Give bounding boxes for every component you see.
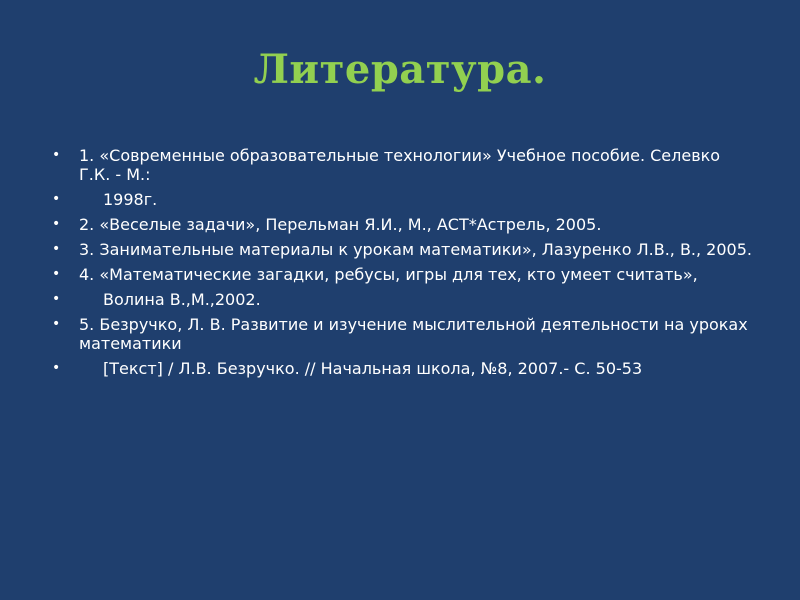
slide-title: Литература. <box>253 46 547 93</box>
bullet-icon: • <box>52 216 61 232</box>
list-item-text: 1. «Современные образовательные технологии» Учебное пособие. Селевко Г.К. - М.: <box>79 146 721 184</box>
bullet-icon: • <box>52 360 61 376</box>
list-item-text: [Текст] / Л.В. Безручко. // Начальная школа, №8, 2007.- С. 50-53 <box>103 359 643 378</box>
bullet-icon: • <box>52 147 61 163</box>
bullet-icon: • <box>52 241 61 257</box>
list-item-text: 3. Занимательные материалы к урокам математики», Лазуренко Л.В., В., 2005. <box>79 240 752 259</box>
list-item <box>52 240 752 259</box>
list-item <box>52 265 752 284</box>
list-item <box>52 146 752 184</box>
list-item <box>52 290 752 309</box>
bullet-icon: • <box>52 291 61 307</box>
list-item-text: Волина В.,М.,2002. <box>103 290 261 309</box>
list-item-text: 2. «Веселые задачи», Перельман Я.И., М., АСТ*Астрель, 2005. <box>79 215 602 234</box>
bullet-icon: • <box>52 191 61 207</box>
list-item-text: 1998г. <box>103 190 158 209</box>
list-item <box>52 190 752 209</box>
bullet-icon: • <box>52 316 61 332</box>
list-item <box>52 359 752 378</box>
bibliography-list <box>52 146 752 384</box>
list-item <box>52 215 752 234</box>
list-item <box>52 315 752 353</box>
list-item-text: 4. «Математические загадки, ребусы, игры для тех, кто умеет считать», <box>79 265 698 284</box>
list-item-text: 5. Безручко, Л. В. Развитие и изучение мыслительной деятельности на уроках математики <box>79 315 748 353</box>
bullet-icon: • <box>52 266 61 282</box>
